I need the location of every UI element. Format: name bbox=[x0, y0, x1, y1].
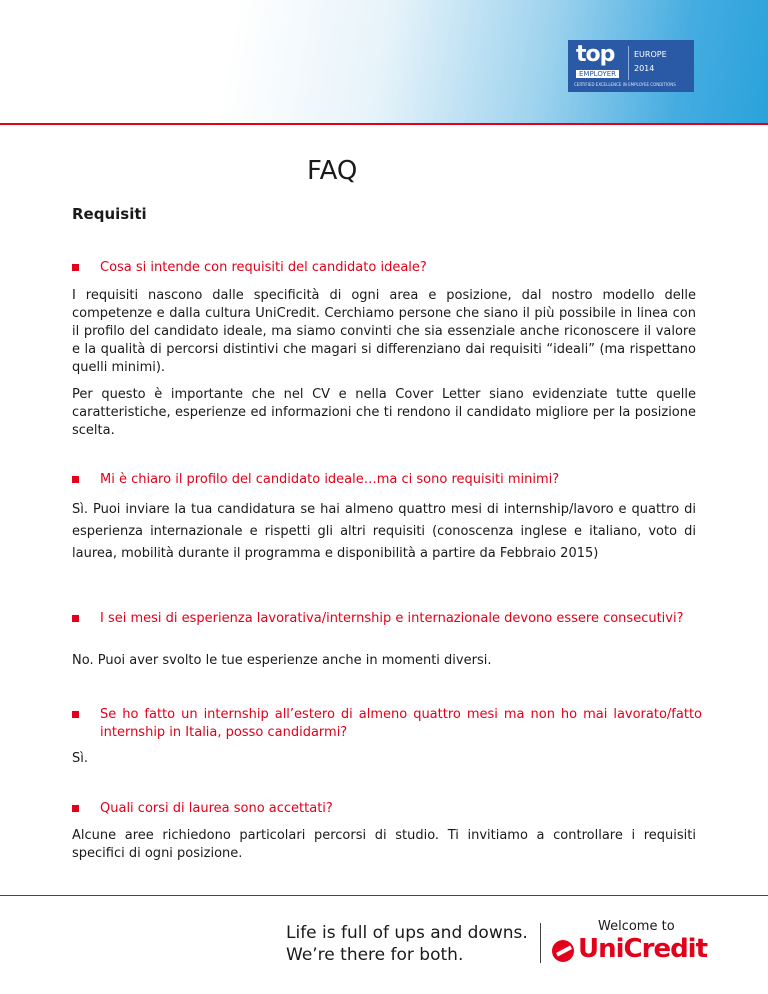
faq-answer-5: Alcune aree richiedono particolari percorsi di studio. Ti invitiamo a controllare i requisiti specifici di ogni posizione. bbox=[72, 828, 696, 861]
question-text: I sei mesi di esperienza lavorativa/internship e internazionale devono essere consecutivi? bbox=[100, 611, 684, 626]
badge-year: 2014 bbox=[634, 64, 655, 73]
bullet-icon bbox=[72, 615, 79, 622]
faq-answer-2: Sì. Puoi inviare la tua candidatura se hai almeno quattro mesi di internship/lavoro e quattro di esperienza internazionale e rispetti gli altri requisiti (conoscenza inglese e italiano, voto di laurea, mobilità durante il programma e disponibilità a partire da Febbraio 2015) bbox=[72, 502, 696, 561]
section-title: Requisiti bbox=[72, 205, 147, 223]
badge-employer: EMPLOYER bbox=[576, 70, 619, 78]
faq-question-5 bbox=[72, 800, 702, 818]
faq-question-4 bbox=[72, 706, 702, 742]
page-title: FAQ bbox=[307, 156, 358, 186]
welcome-text: Welcome to bbox=[598, 919, 675, 934]
faq-answer-1b: Per questo è importante che nel CV e nella Cover Letter siano evidenziate tutte quelle caratteristiche, esperienze ed informazioni che ti rendono il candidato migliore per la posizione scelta. bbox=[72, 387, 696, 438]
footer-slogan bbox=[286, 922, 528, 966]
faq-question-1 bbox=[72, 259, 702, 277]
question-text: Se ho fatto un internship all’estero di almeno quattro mesi ma non ho mai lavorato/fatto internship in Italia, posso candidarmi? bbox=[100, 707, 702, 740]
badge-top: top bbox=[576, 42, 615, 67]
slogan-line-1: Life is full of ups and downs. bbox=[286, 923, 528, 943]
question-text: Quali corsi di laurea sono accettati? bbox=[100, 801, 333, 816]
badge-europe: EUROPE bbox=[634, 50, 667, 59]
faq-question-2 bbox=[72, 471, 702, 489]
bullet-icon bbox=[72, 264, 79, 271]
faq-answer-3: No. Puoi aver svolto le tue esperienze anche in momenti diversi. bbox=[72, 653, 492, 668]
bullet-icon bbox=[72, 805, 79, 812]
unicredit-logo-icon bbox=[552, 940, 574, 962]
badge-separator bbox=[628, 46, 629, 80]
faq-answer-4: Sì. bbox=[72, 751, 88, 766]
slogan-line-2: We’re there for both. bbox=[286, 945, 464, 965]
question-text: Mi è chiaro il profilo del candidato ideale…ma ci sono requisiti minimi? bbox=[100, 472, 560, 487]
faq-question-3 bbox=[72, 610, 702, 628]
bullet-icon bbox=[72, 476, 79, 483]
question-text: Cosa si intende con requisiti del candidato ideale? bbox=[100, 260, 427, 275]
faq-answer-1a: I requisiti nascono dalle specificità di ogni area e posizione, dal nostro modello delle competenze e dalla cultura UniCredit. Cerchiamo persone che siano il più possibile in linea con il profilo del candidato ideale, ma siamo convinti che sia essenziale anche riconoscere il valore e la qualità di percorsi distintivi che magari si differenziano dai requisiti “ideali” (ma rispettano quelli minimi). bbox=[72, 288, 696, 375]
top-employer-badge bbox=[568, 40, 694, 92]
header-divider bbox=[0, 123, 768, 125]
badge-certified: CERTIFIED EXCELLENCE IN EMPLOYEE CONDITIONS bbox=[574, 82, 676, 87]
brand-wordmark: UniCredit bbox=[578, 934, 708, 964]
bullet-icon bbox=[72, 711, 79, 718]
footer-divider bbox=[0, 895, 768, 896]
footer-separator bbox=[540, 923, 541, 963]
